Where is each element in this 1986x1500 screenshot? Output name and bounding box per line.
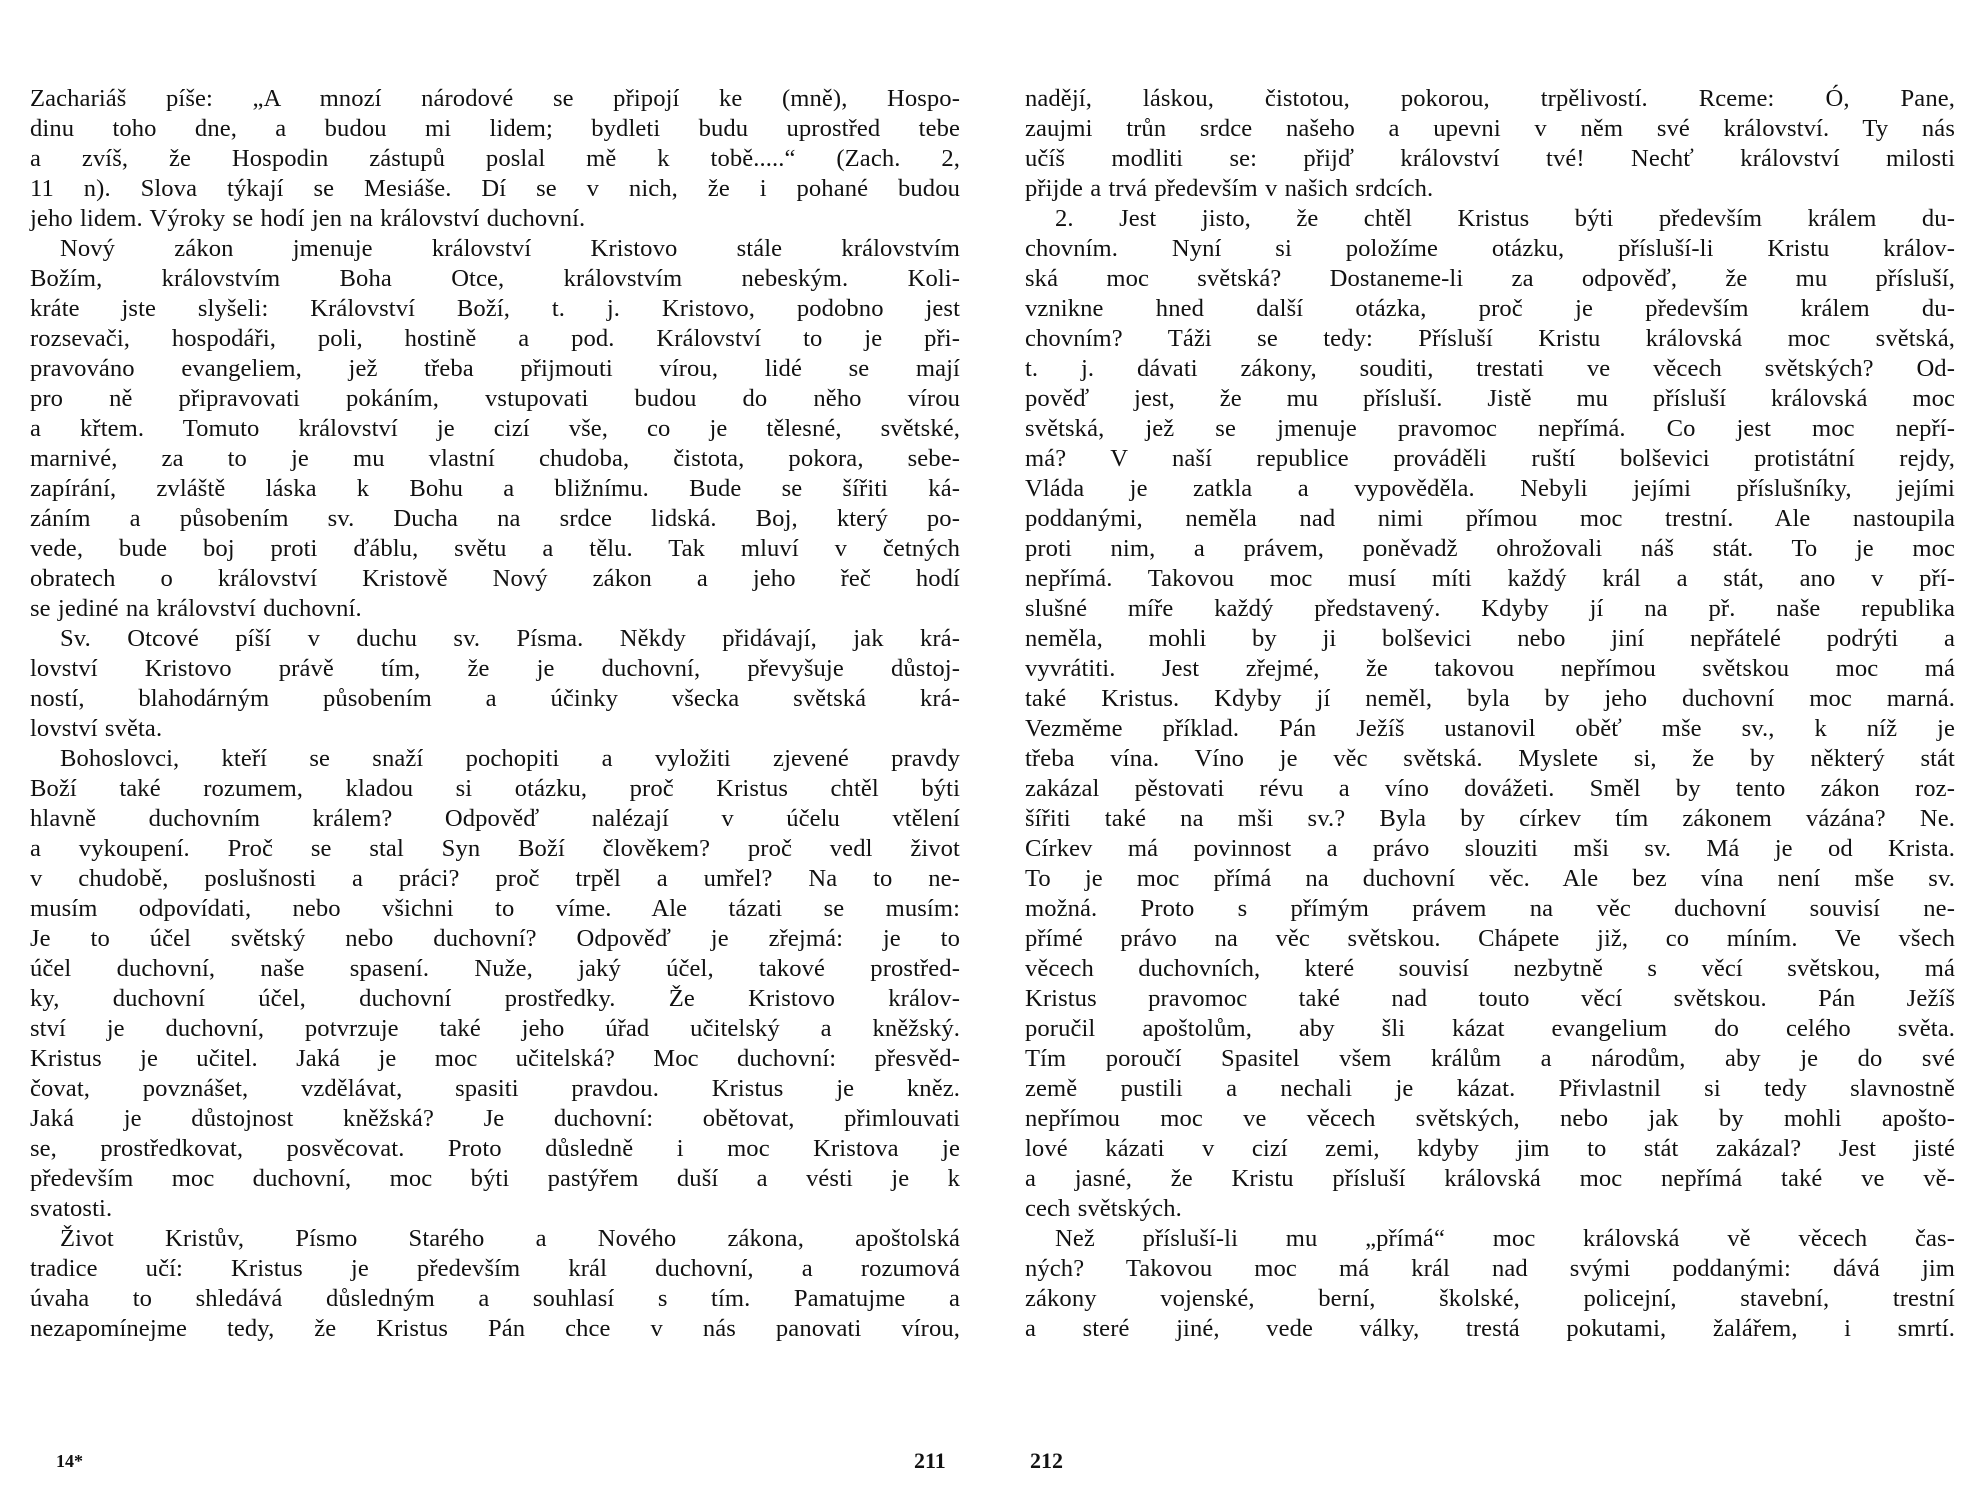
text-line: kráte jste slyšeli: Království Boží, t. j. Kristovo, podobno jest (30, 295, 960, 322)
text-line: účel duchovní, naše spasení. Nuže, jaký účel, takové prostřed- (30, 955, 960, 982)
text-line: Život Kristův, Písmo Starého a Nového zákona, apoštolská (60, 1225, 960, 1252)
text-line: a steré jiné, vede války, trestá pokutami, žalářem, i smrtí. (1025, 1315, 1955, 1342)
text-line: dinu toho dne, a budou mi lidem; bydleti budu uprostřed tebe (30, 115, 960, 142)
text-line: se jediné na království duchovní. (30, 595, 362, 622)
text-line: Kristus pravomoc také nad touto věcí světskou. Pán Ježíš (1025, 985, 1955, 1012)
text-line: a vykoupení. Proč se stal Syn Boží člověkem? proč vedl život (30, 835, 960, 862)
text-line: 2. Jest jisto, že chtěl Kristus býti především králem du- (1055, 205, 1955, 232)
text-line: marnivé, za to je mu vlastní chudoba, čistota, pokora, sebe- (30, 445, 960, 472)
text-line: neměla, mohli by ji bolševici nebo jiní nepřátelé podrýti a (1025, 625, 1955, 652)
text-line: nezapomínejme tedy, že Kristus Pán chce v nás panovati vírou, (30, 1315, 960, 1342)
text-line: proti nim, a právem, poněvadž ohrožovali náš stát. To je moc (1025, 535, 1955, 562)
text-line: a jasné, že Kristu přísluší královská moc nepřímá také ve vě- (1025, 1165, 1955, 1192)
text-line: Bohoslovci, kteří se snaží pochopiti a vyložiti zjevené pravdy (60, 745, 960, 772)
text-line: a zvíš, že Hospodin zástupů poslal mě k tobě.....“ (Zach. 2, (30, 145, 960, 172)
text-line: Vezměme příklad. Pán Ježíš ustanovil oběť mše sv., k níž je (1025, 715, 1955, 742)
text-line: poddanými, neměla nad nimi přímou moc trestní. Ale nastoupila (1025, 505, 1955, 532)
text-line: úvaha to shledává důsledným a souhlasí s tím. Pamatujme a (30, 1285, 960, 1312)
text-line: tradice učí: Kristus je především král duchovní, a rozumová (30, 1255, 960, 1282)
text-line: zákony vojenské, berní, školské, policejní, stavební, trestní (1025, 1285, 1955, 1312)
text-line: zaujmi trůn srdce našeho a upevni v něm své království. Ty nás (1025, 115, 1955, 142)
text-line: také Kristus. Kdyby jí neměl, byla by jeho duchovní moc marná. (1025, 685, 1955, 712)
left-page (30, 84, 960, 1484)
text-line: jeho lidem. Výroky se hodí jen na království duchovní. (30, 205, 586, 232)
text-line: 11 n). Slova týkají se Mesiáše. Dí se v nich, že i pohané budou (30, 175, 960, 202)
text-line: Církev má povinnost a právo slouziti mši sv. Má je od Krista. (1025, 835, 1955, 862)
text-line: zakázal pěstovati révu a víno dovážeti. Směl by tento zákon roz- (1025, 775, 1955, 802)
right-page (1025, 84, 1955, 1484)
text-line: pro ně připravovati pokáním, vstupovati budou do něho vírou (30, 385, 960, 412)
text-line: poručil apoštolům, aby šli kázat evangelium do celého světa. (1025, 1015, 1955, 1042)
text-line: Kristus je učitel. Jaká je moc učitelská? Moc duchovní: přesvěd- (30, 1045, 960, 1072)
text-line: přímé právo na věc světskou. Chápete již, co míním. Ve všech (1025, 925, 1955, 952)
text-line: ství je duchovní, potvrzuje také jeho úřad učitelský a kněžský. (30, 1015, 960, 1042)
text-line: Božím, královstvím Boha Otce, královstvím nebeským. Koli- (30, 265, 960, 292)
text-line: Jaká je důstojnost kněžská? Je duchovní: obětovat, přimlouvati (30, 1105, 960, 1132)
text-line: musím odpovídati, nebo všichni to víme. Ale tázati se musím: (30, 895, 960, 922)
text-line: učíš modliti se: přijď království tvé! Nechť království milosti (1025, 145, 1955, 172)
text-line: nadějí, láskou, čistotou, pokorou, trpělivostí. Rceme: Ó, Pane, (1025, 85, 1955, 112)
text-line: Sv. Otcové píší v duchu sv. Písma. Někdy přidávají, jak krá- (60, 625, 960, 652)
text-line: světská, jež se jmenuje pravomoc nepřímá. Co jest moc nepří- (1025, 415, 1955, 442)
text-line: nepřímá. Takovou moc musí míti každý král a stát, ano v pří- (1025, 565, 1955, 592)
text-line: přijde a trvá především v našich srdcích. (1025, 175, 1434, 202)
text-line: ných? Takovou moc má král nad svými poddanými: dává jim (1025, 1255, 1955, 1282)
text-line: ská moc světská? Dostaneme-li za odpověď, že mu přísluší, (1025, 265, 1955, 292)
text-line: obratech o království Kristově Nový zákon a jeho řeč hodí (30, 565, 960, 592)
text-line: t. j. dávati zákony, souditi, trestati ve věcech světských? Od- (1025, 355, 1955, 382)
text-line: především moc duchovní, moc býti pastýřem duší a vésti je k (30, 1165, 960, 1192)
text-line: možná. Proto s přímým právem na věc duchovní souvisí ne- (1025, 895, 1955, 922)
text-line: a křtem. Tomuto království je cizí vše, co je tělesné, světské, (30, 415, 960, 442)
text-line: rozsevači, hospodáři, poli, hostině a pod. Království to je při- (30, 325, 960, 352)
text-line: zapírání, zvláště láska k Bohu a bližnímu. Bude se šířiti ká- (30, 475, 960, 502)
text-line: Boží také rozumem, kladou si otázku, proč Kristus chtěl býti (30, 775, 960, 802)
text-line: šířiti také na mši sv.? Byla by církev tím zákonem vázána? Ne. (1025, 805, 1955, 832)
text-line: ností, blahodárným působením a účinky všecka světská krá- (30, 685, 960, 712)
text-line: To je moc přímá na duchovní věc. Ale bez vína není mše sv. (1025, 865, 1955, 892)
text-line: pověď jest, že mu přísluší. Jistě mu přísluší královská moc (1025, 385, 1955, 412)
text-line: chovním. Nyní si položíme otázku, přísluší-li Kristu králov- (1025, 235, 1955, 262)
text-line: věcech duchovních, které souvisí nezbytně s věcí světskou, má (1025, 955, 1955, 982)
text-line: Nový zákon jmenuje království Kristovo stále královstvím (60, 235, 960, 262)
text-line: třeba vína. Víno je věc světská. Myslete si, že by některý stát (1025, 745, 1955, 772)
signature-mark: 14* (56, 1451, 83, 1471)
text-line: lovství Kristovo právě tím, že je duchovní, převyšuje důstoj- (30, 655, 960, 682)
text-line: má? V naší republice prováděli ruští bolševici protistátní rejdy, (1025, 445, 1955, 472)
text-line: nepřímou moc ve věcech světských, nebo jak by mohli apošto- (1025, 1105, 1955, 1132)
text-line: slušné míře každý představený. Kdyby jí na př. naše republika (1025, 595, 1955, 622)
text-line: lovství světa. (30, 715, 163, 742)
text-line: ky, duchovní účel, duchovní prostředky. Že Kristovo králov- (30, 985, 960, 1012)
text-line: hlavně duchovním králem? Odpověď nalézají v účelu vtělení (30, 805, 960, 832)
text-line: lové kázati v cizí zemi, kdyby jim to stát zakázal? Jest jisté (1025, 1135, 1955, 1162)
text-line: Je to účel světský nebo duchovní? Odpověď je zřejmá: je to (30, 925, 960, 952)
page-number-left: 211 (914, 1448, 946, 1473)
text-line: Vláda je zatkla a vypověděla. Nebyli jejími příslušníky, jejími (1025, 475, 1955, 502)
text-line: Tím poroučí Spasitel všem králům a národům, aby je do své (1025, 1045, 1955, 1072)
page-number-right: 212 (1030, 1448, 1063, 1473)
text-line: vyvrátiti. Jest zřejmé, že takovou nepřímou světskou moc má (1025, 655, 1955, 682)
text-line: se, prostředkovat, posvěcovat. Proto důsledně i moc Kristova je (30, 1135, 960, 1162)
text-line: pravováno evangeliem, jež třeba přijmouti vírou, lidé se mají (30, 355, 960, 382)
text-line: svatosti. (30, 1195, 113, 1222)
text-line: chovním? Táži se tedy: Přísluší Kristu královská moc světská, (1025, 325, 1955, 352)
text-line: země pustili a nechali je kázat. Přivlastnil si tedy slavnostně (1025, 1075, 1955, 1102)
text-line: Než přísluší-li mu „přímá“ moc královská vě věcech čas- (1055, 1225, 1955, 1252)
text-line: vede, bude boj proti ďáblu, světu a tělu. Tak mluví v četných (30, 535, 960, 562)
text-line: Zachariáš píše: „A mnozí národové se připojí ke (mně), Hospo- (30, 85, 960, 112)
text-line: vznikne hned další otázka, proč je především králem du- (1025, 295, 1955, 322)
text-line: čovat, povznášet, vzdělávat, spasiti pravdou. Kristus je kněz. (30, 1075, 960, 1102)
text-line: cech světských. (1025, 1195, 1182, 1222)
text-line: záním a působením sv. Ducha na srdce lidská. Boj, který po- (30, 505, 960, 532)
text-line: v chudobě, poslušnosti a práci? proč trpěl a umřel? Na to ne- (30, 865, 960, 892)
